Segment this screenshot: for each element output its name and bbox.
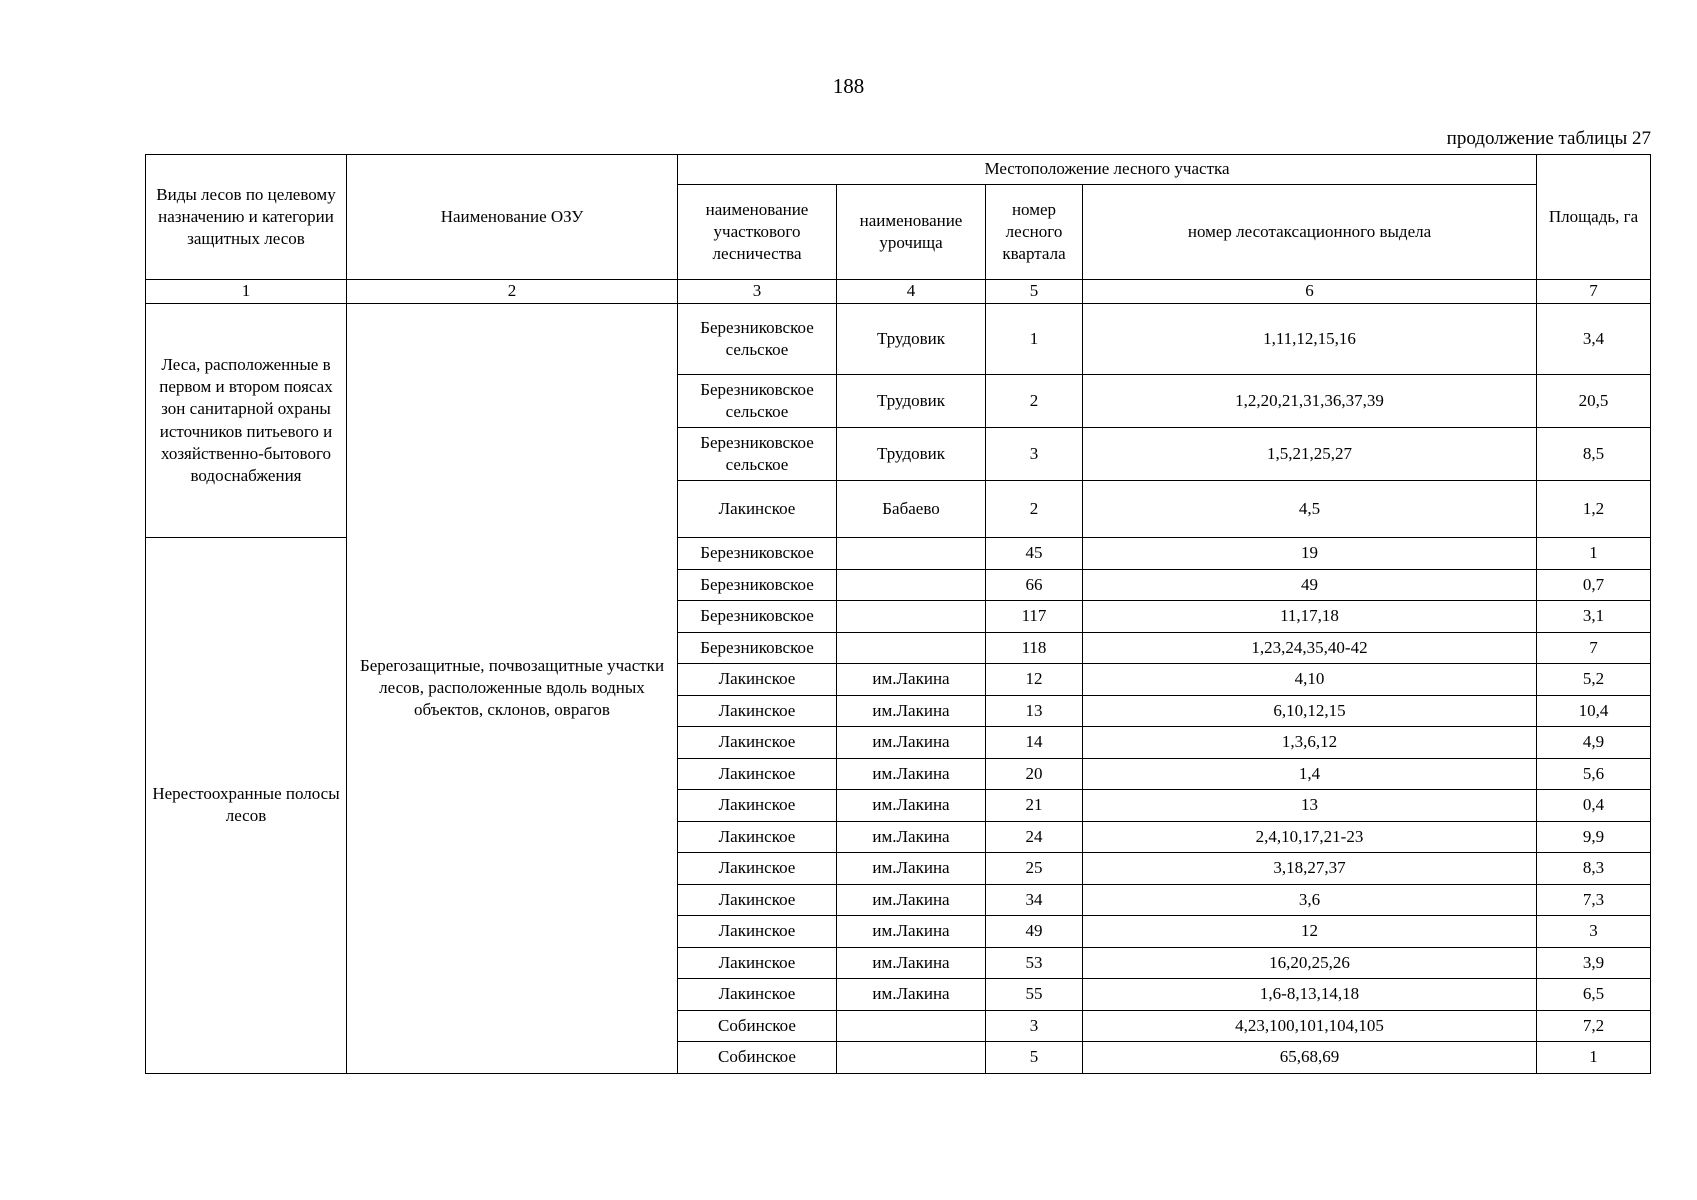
forestry-cell: Березниковское сельское [678, 304, 837, 375]
column-number: 3 [678, 280, 837, 304]
quarter-cell: 14 [986, 727, 1083, 759]
area-cell: 1 [1537, 538, 1651, 570]
allotment-cell: 4,23,100,101,104,105 [1083, 1010, 1537, 1042]
ozu-name-cell: Берегозащитные, почвозащитные участки лесов, расположенные вдоль водных объектов, склонов, оврагов [347, 304, 678, 1074]
tract-cell: им.Лакина [837, 727, 986, 759]
column-number: 5 [986, 280, 1083, 304]
forestry-cell: Лакинское [678, 916, 837, 948]
forest-type-cell: Леса, расположенные в первом и втором поясах зон санитарной охраны источников питьевого и хозяйственно-бытового водоснабжения [146, 304, 347, 538]
quarter-cell: 1 [986, 304, 1083, 375]
tract-cell: Трудовик [837, 375, 986, 428]
header-row-1 [146, 155, 1651, 185]
forestry-cell: Лакинское [678, 821, 837, 853]
allotment-cell: 49 [1083, 569, 1537, 601]
tract-cell: им.Лакина [837, 695, 986, 727]
tract-cell [837, 632, 986, 664]
forestry-cell: Лакинское [678, 884, 837, 916]
header-area: Площадь, га [1537, 155, 1651, 280]
tract-cell: им.Лакина [837, 821, 986, 853]
area-cell: 3,1 [1537, 601, 1651, 633]
area-cell: 8,3 [1537, 853, 1651, 885]
allotment-cell: 16,20,25,26 [1083, 947, 1537, 979]
column-number: 7 [1537, 280, 1651, 304]
quarter-cell: 66 [986, 569, 1083, 601]
area-cell: 3,4 [1537, 304, 1651, 375]
tract-cell: Трудовик [837, 304, 986, 375]
allotment-cell: 1,3,6,12 [1083, 727, 1537, 759]
quarter-cell: 25 [986, 853, 1083, 885]
allotment-cell: 1,6-8,13,14,18 [1083, 979, 1537, 1011]
allotment-cell: 3,18,27,37 [1083, 853, 1537, 885]
header-location-group: Местоположение лесного участка [678, 155, 1537, 185]
area-cell: 3 [1537, 916, 1651, 948]
allotment-cell: 1,2,20,21,31,36,37,39 [1083, 375, 1537, 428]
header-tract: наименование урочища [837, 185, 986, 280]
area-cell: 20,5 [1537, 375, 1651, 428]
area-cell: 5,2 [1537, 664, 1651, 696]
tract-cell [837, 1010, 986, 1042]
tract-cell: им.Лакина [837, 884, 986, 916]
forestry-cell: Лакинское [678, 979, 837, 1011]
allotment-cell: 65,68,69 [1083, 1042, 1537, 1074]
forestry-cell: Березниковское [678, 632, 837, 664]
header-allotment: номер лесотаксационного выдела [1083, 185, 1537, 280]
header-forest-type: Виды лесов по целевому назначению и категории защитных лесов [146, 155, 347, 280]
area-cell: 0,7 [1537, 569, 1651, 601]
header-ozu-name: Наименование ОЗУ [347, 155, 678, 280]
tract-cell: им.Лакина [837, 916, 986, 948]
header-quarter: номер лесного квартала [986, 185, 1083, 280]
forestry-cell: Березниковское [678, 538, 837, 570]
allotment-cell: 13 [1083, 790, 1537, 822]
forestry-cell: Лакинское [678, 664, 837, 696]
forestry-cell: Березниковское сельское [678, 428, 837, 481]
forest-type-cell: Нерестоохранные полосы лесов [146, 538, 347, 1074]
quarter-cell: 2 [986, 375, 1083, 428]
quarter-cell: 53 [986, 947, 1083, 979]
quarter-cell: 24 [986, 821, 1083, 853]
forestry-cell: Лакинское [678, 790, 837, 822]
tract-cell: Трудовик [837, 428, 986, 481]
forestry-cell: Березниковское сельское [678, 375, 837, 428]
area-cell: 3,9 [1537, 947, 1651, 979]
area-cell: 7 [1537, 632, 1651, 664]
area-cell: 8,5 [1537, 428, 1651, 481]
tract-cell: им.Лакина [837, 947, 986, 979]
tract-cell [837, 538, 986, 570]
quarter-cell: 12 [986, 664, 1083, 696]
forestry-cell: Лакинское [678, 947, 837, 979]
quarter-cell: 2 [986, 481, 1083, 538]
allotment-cell: 4,5 [1083, 481, 1537, 538]
table-row [146, 304, 1651, 375]
quarter-cell: 49 [986, 916, 1083, 948]
area-cell: 7,2 [1537, 1010, 1651, 1042]
forestry-cell: Лакинское [678, 695, 837, 727]
tract-cell: им.Лакина [837, 853, 986, 885]
column-number: 1 [146, 280, 347, 304]
forestry-cell: Лакинское [678, 758, 837, 790]
quarter-cell: 118 [986, 632, 1083, 664]
allotment-cell: 1,4 [1083, 758, 1537, 790]
tract-cell: им.Лакина [837, 790, 986, 822]
tract-cell [837, 569, 986, 601]
area-cell: 0,4 [1537, 790, 1651, 822]
area-cell: 1 [1537, 1042, 1651, 1074]
forestry-cell: Березниковское [678, 601, 837, 633]
forestry-cell: Березниковское [678, 569, 837, 601]
page-number: 188 [832, 74, 865, 98]
area-cell: 7,3 [1537, 884, 1651, 916]
allotment-cell: 6,10,12,15 [1083, 695, 1537, 727]
allotment-cell: 1,5,21,25,27 [1083, 428, 1537, 481]
column-number: 2 [347, 280, 678, 304]
quarter-cell: 3 [986, 428, 1083, 481]
allotment-cell: 12 [1083, 916, 1537, 948]
table-caption: продолжение таблицы 27 [1446, 128, 1651, 149]
allotment-cell: 1,23,24,35,40-42 [1083, 632, 1537, 664]
tract-cell: им.Лакина [837, 664, 986, 696]
allotment-cell: 19 [1083, 538, 1537, 570]
forestry-cell: Собинское [678, 1010, 837, 1042]
quarter-cell: 13 [986, 695, 1083, 727]
quarter-cell: 21 [986, 790, 1083, 822]
tract-cell: им.Лакина [837, 979, 986, 1011]
forestry-cell: Собинское [678, 1042, 837, 1074]
quarter-cell: 20 [986, 758, 1083, 790]
quarter-cell: 117 [986, 601, 1083, 633]
forestry-cell: Лакинское [678, 481, 837, 538]
column-number: 4 [837, 280, 986, 304]
forestry-cell: Лакинское [678, 853, 837, 885]
area-cell: 4,9 [1537, 727, 1651, 759]
column-number: 6 [1083, 280, 1537, 304]
quarter-cell: 45 [986, 538, 1083, 570]
forestry-cell: Лакинское [678, 727, 837, 759]
allotment-cell: 4,10 [1083, 664, 1537, 696]
quarter-cell: 55 [986, 979, 1083, 1011]
tract-cell [837, 601, 986, 633]
quarter-cell: 5 [986, 1042, 1083, 1074]
quarter-cell: 34 [986, 884, 1083, 916]
tract-cell: им.Лакина [837, 758, 986, 790]
header-district-forestry: наименование участкового лесничества [678, 185, 837, 280]
column-number-row [146, 280, 1651, 304]
area-cell: 5,6 [1537, 758, 1651, 790]
area-cell: 9,9 [1537, 821, 1651, 853]
tract-cell: Бабаево [837, 481, 986, 538]
quarter-cell: 3 [986, 1010, 1083, 1042]
allotment-cell: 1,11,12,15,16 [1083, 304, 1537, 375]
tract-cell [837, 1042, 986, 1074]
allotment-cell: 2,4,10,17,21-23 [1083, 821, 1537, 853]
area-cell: 6,5 [1537, 979, 1651, 1011]
forest-table [145, 154, 1651, 1074]
allotment-cell: 11,17,18 [1083, 601, 1537, 633]
allotment-cell: 3,6 [1083, 884, 1537, 916]
area-cell: 10,4 [1537, 695, 1651, 727]
area-cell: 1,2 [1537, 481, 1651, 538]
